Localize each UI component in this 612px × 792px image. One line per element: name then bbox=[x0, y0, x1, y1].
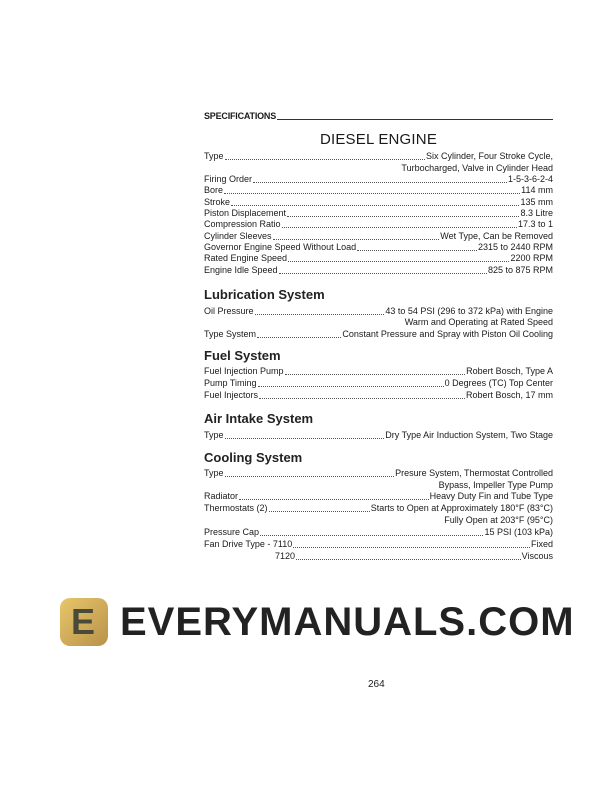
spec-row: Oil Pressure 43 to 54 PSI (296 to 372 kPa) with Engine bbox=[204, 306, 553, 316]
spec-row: Radiator Heavy Duty Fin and Tube Type bbox=[204, 491, 553, 501]
spec-row: Fuel Injectors Robert Bosch, 17 mm bbox=[204, 390, 553, 400]
section-heading-cooling: Cooling System bbox=[204, 450, 303, 465]
spec-row: Compression Ratio 17.3 to 1 bbox=[204, 219, 553, 229]
section-heading-lubrication: Lubrication System bbox=[204, 287, 325, 302]
spec-row: Pressure Cap 15 PSI (103 kPa) bbox=[204, 527, 553, 537]
spec-row-cont: Bypass, Impeller Type Pump bbox=[438, 480, 553, 490]
section-heading-air-intake: Air Intake System bbox=[204, 411, 314, 426]
spec-row: Fan Drive Type - 7110 Fixed bbox=[204, 539, 553, 549]
spec-row: Governor Engine Speed Without Load 2315 to 2440 RPM bbox=[204, 242, 553, 252]
spec-row: Rated Engine Speed 2200 RPM bbox=[204, 253, 553, 263]
header-rule bbox=[277, 119, 553, 120]
spec-row: Type Dry Type Air Induction System, Two Stage bbox=[204, 430, 553, 440]
spec-row: Type System Constant Pressure and Spray with Piston Oil Cooling bbox=[204, 329, 553, 339]
watermark-logo-icon: E bbox=[60, 598, 108, 646]
header-text: SPECIFICATIONS bbox=[204, 111, 277, 121]
spec-row: Type Presure System, Thermostat Controlled bbox=[204, 468, 553, 478]
page-number: 264 bbox=[368, 679, 385, 690]
section-header bbox=[204, 111, 553, 122]
spec-row: Piston Displacement 8.3 Litre bbox=[204, 208, 553, 218]
spec-row-cont: Turbocharged, Valve in Cylinder Head bbox=[401, 163, 553, 173]
spec-row: Bore 114 mm bbox=[204, 185, 553, 195]
spec-row-cont: Fully Open at 203°F (95°C) bbox=[444, 515, 553, 525]
spec-row: Stroke 135 mm bbox=[204, 197, 553, 207]
section-heading-fuel: Fuel System bbox=[204, 348, 281, 363]
spec-row: Firing Order 1-5-3-6-2-4 bbox=[204, 174, 553, 184]
spec-row: Thermostats (2) Starts to Open at Approximately 180°F (83°C) bbox=[204, 503, 553, 513]
page-title: DIESEL ENGINE bbox=[319, 131, 438, 148]
spec-row: Fuel Injection Pump Robert Bosch, Type A bbox=[204, 366, 553, 376]
spec-row-cont: Warm and Operating at Rated Speed bbox=[404, 317, 553, 327]
watermark-text: EVERYMANUALS.COM bbox=[120, 600, 575, 644]
watermark bbox=[60, 592, 575, 652]
spec-row: Type Six Cylinder, Four Stroke Cycle, bbox=[204, 151, 553, 161]
spec-row: 7120 Viscous bbox=[275, 551, 553, 561]
spec-row: Cylinder Sleeves Wet Type, Can be Removed bbox=[204, 231, 553, 241]
spec-row: Pump Timing 0 Degrees (TC) Top Center bbox=[204, 378, 553, 388]
spec-row: Engine Idle Speed 825 to 875 RPM bbox=[204, 265, 553, 275]
